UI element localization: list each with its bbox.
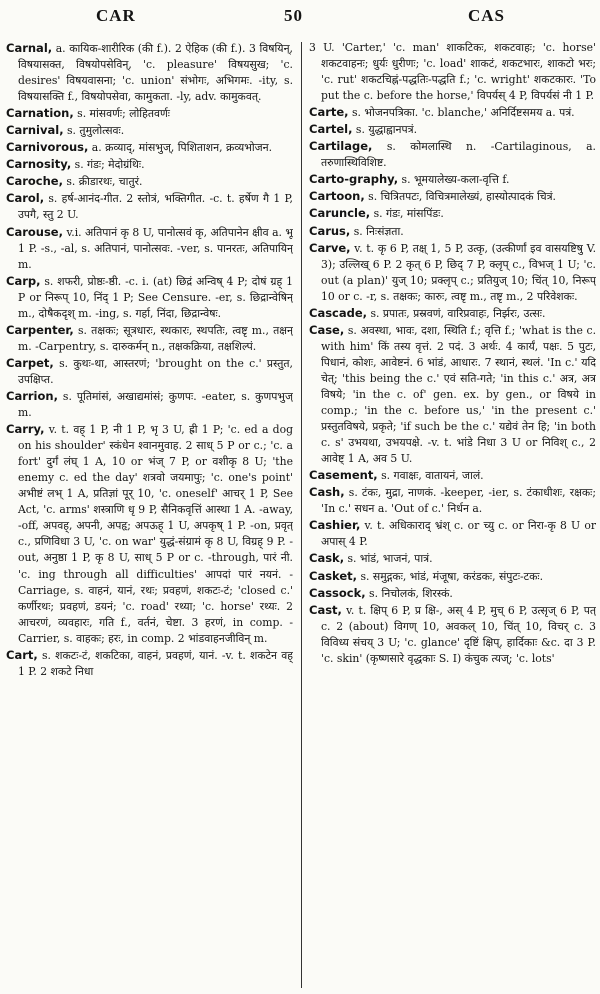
entry-definition: s. तुमुलोत्सवः. bbox=[63, 124, 125, 138]
dictionary-entry bbox=[309, 121, 596, 138]
entry-headword: Cast, bbox=[309, 602, 342, 617]
entry-headword: Cassock, bbox=[309, 585, 366, 600]
entry-headword: Carnivorous, bbox=[6, 140, 89, 155]
entry-headword: Carpet, bbox=[6, 355, 54, 370]
entry-definition: s. तक्षकः; सूत्रधारः, स्थकारः, स्थपतिः, त्वष्टृ m., तक्षन् m. -Carpentry, s. दारुकर्मन् n., तक्षकक्रिया, तक्षशिल्पं. bbox=[18, 323, 293, 353]
entry-definition: s. कुथः-था, आस्तरणं; 'brought on the c.' प्रस्तुत, उपक्षिप्त. bbox=[18, 356, 293, 386]
entry-headword: Cask, bbox=[309, 551, 345, 566]
dictionary-entry bbox=[309, 138, 596, 171]
entry-headword: Carnal, bbox=[6, 41, 53, 55]
entry-definition: s. हर्ष-आनंद-गीत. 2 स्तोत्रं, भक्तिगीत. -c. t. हर्षेण गै 1 P, उपगै, स्तु 2 U. bbox=[18, 192, 293, 222]
dictionary-entry bbox=[309, 40, 596, 104]
dictionary-entry bbox=[6, 122, 293, 139]
entry-definition: v. t. कृ 6 P, तक्ष् 1, 5 P, उत्कृ, (उत्कीर्णां इव वासयष्टिषु V. 3); उल्लिख् 6 P. 2 कृत् 6 P, छिद् 7 P, क्लृप् c., विभज् 1 U; 'c. out (a plan)' युज् 10; प्रक्लृप् c.; प्रतियुज् 10; चिंत् 10, निरूप् 10 or c. -r, s. तक्षकः; कारुः, त्वष्टृ m., तष्टृ m., 2 परिवेशकः. bbox=[321, 241, 596, 303]
dictionary-entry bbox=[6, 224, 293, 273]
column-divider bbox=[301, 42, 302, 988]
entry-headword: Carve, bbox=[309, 240, 351, 255]
dictionary-entry bbox=[6, 647, 293, 680]
dictionary-entry bbox=[309, 467, 596, 484]
dictionary-entry bbox=[309, 602, 596, 667]
dictionary-entry bbox=[6, 139, 293, 156]
entry-definition: v. t. वह् 1 P, नी 1 P, भृ 3 U, ह्री 1 P; 'c. ed a dog on his shoulder' स्कंधेन श्वानमुवाह. 2 साध् 5 P or c.; 'c. a fort' दुर्गं लंघ् 1 A, 10 or भंज् 7 P, or वशीकृ 8 U; 'the enemy c. ed the day' शत्रवो जयमापुः; 'c. one's point' अभीष्टं लभ् 1 A, प्रतिज्ञां पूर् 10, 'c. oneself' आचर् 1 P, See Act, 'c. arms' शस्त्राणि धृ 9 P, सैनिकवृत्तिं आस्था 1 A. -away, -off, अपवह्, अपनी, अपहृ; अपऊह् 1 U, अपकृष् 1 P. -on, प्रवृत् c., प्रणिविधा 3 U, 'c. on war' युद्धं-संग्रामं कृ 8 U, विग्रह् 9 P. -out, अनुष्ठा 1 P, कृ 8 U, साध् 5 P or c. -through, पारं नी. 'c. ing through all difficulties' आपदां पारं नयनं. -Carriage, s. वाहनं, यानं, रथः; प्रवहणं, शकटः-टं; 'closed c.' कर्णीरथः; प्रवहणं, डयनं; 'c. road' रथ्या; 'c. horse' रथ्यः. 2 आचरणं, व्यवहारः, गति f., वर्तनं, चेष्टा. 3 हरणं, in comp. -Carrier, s. वाहकः; हरः, in comp. 2 भांडवाहनजीविन् m. bbox=[18, 423, 293, 645]
entry-definition: s. गंडः; मेदोग्रंथिः. bbox=[71, 158, 145, 172]
dictionary-entry bbox=[6, 173, 293, 190]
page-number: 50 bbox=[284, 6, 303, 25]
entry-headword: Cash, bbox=[309, 485, 345, 500]
entry-definition: v. t. क्षिप् 6 P, प्र क्षि-, अस् 4 P, मुच् 6 P, उत्सृज् 6 P, पत् c. 2 (about) विगण् 10, अवकल् 10, चिंत् 10, विचर् c. 3 विविध्य संचय् 3 U; 'c. glance' दृष्टिं क्षिप्, हार्दिकाः &c. दा 3 P. 'c. skin' (कृष्णसारे वृद्धकाः S. I) कंचुक त्यज्; 'c. lots' bbox=[321, 603, 596, 665]
dictionary-entry bbox=[6, 190, 293, 223]
entry-definition: s. प्रपातः, प्रस्रवणं, वारिप्रवाहः, निर्झरः, उत्सः. bbox=[367, 306, 546, 320]
dictionary-entry bbox=[309, 171, 596, 188]
entry-headword: Carp, bbox=[6, 273, 41, 288]
entry-headword: Carus, bbox=[309, 223, 351, 238]
entry-definition: s. क्रीडारथः, चातुरं. bbox=[62, 175, 143, 189]
header-right-guide-word: CAS bbox=[468, 6, 506, 25]
dictionary-entry bbox=[309, 205, 596, 222]
entry-headword: Cascade, bbox=[309, 305, 368, 320]
entry-headword: Carry, bbox=[6, 422, 45, 437]
entry-headword: Carol, bbox=[6, 191, 45, 206]
entry-headword: Carouse, bbox=[6, 224, 63, 239]
page-header bbox=[0, 0, 600, 30]
entry-headword: Cashier, bbox=[309, 518, 361, 533]
entry-definition: s. निचोलकं, शिरस्कं. bbox=[365, 586, 453, 600]
dictionary-entry bbox=[309, 484, 596, 517]
left-column bbox=[6, 40, 293, 990]
entry-headword: Cartel, bbox=[309, 122, 353, 137]
entry-headword: Casket, bbox=[309, 568, 358, 583]
entry-headword: Caroche, bbox=[6, 174, 63, 189]
entry-definition: s. भूमयालेख्य-कला-वृत्ति f. bbox=[398, 173, 510, 187]
entry-headword: Carrion, bbox=[6, 388, 58, 403]
dictionary-entry bbox=[309, 240, 596, 305]
dictionary-entry bbox=[6, 322, 293, 355]
header-left-guide-word: CAR bbox=[96, 6, 136, 25]
dictionary-entry bbox=[6, 388, 293, 421]
entry-definition: s. शकटः-टं, शकटिका, वाहनं, प्रवहणं, यानं. -v. t. शकटेन वह् 1 P. 2 शकटे निधा bbox=[18, 648, 293, 678]
dictionary-entry bbox=[309, 305, 596, 322]
dictionary-entry bbox=[6, 421, 293, 647]
entry-definition: 3 U. 'Carter,' 'c. man' शाकटिकः, शकटवाहः; 'c. horse' शकटवाहनः; धुर्यः धुरीणः; 'c. load' शाकटं, शकटभारः, शाकटो भरः; 'c. rut' शकटचिह्नं-पद्धतिः-पद्धति f.; 'c. wright' शकटकारः. 'To put the c. before the horse,' विपर्यस् 4 P, विपर्यसं नी 1 P. bbox=[309, 41, 596, 103]
entry-definition: v.i. अतिपानं कृ 8 U, पानोत्सवं कृ, अतिपानेन क्षीव a. भू 1 P. -s., -al, s. अतिपानं, पानोत्सवः. -ver, s. पानरतः, अतिपायिन् m. bbox=[18, 225, 293, 271]
entry-definition: s. अवस्था, भावः, दशा, स्थिति f.; वृत्ति f.; 'what is the c. with him' किं तस्य वृत्तं. 2 पदं. 3 अर्थः. 4 कार्यं, पक्षः. 5 पुटः, पिधानं, कोशः, आवेष्टनं. 6 भांडं, आधारः. 7 स्थानं, स्थलं. 'In c.' यदि चेत्; 'this being the c.' एवं सति-गते; 'in this c.' अत्र, अत्र विषये; 'in the c. of' gen. ex. by gen., or विषये in comp.; 'in the c. before us,' 'in the present c.' प्रस्तुतविषये, प्रकृते; 'if such be the c.' यद्येवं तेन हि; 'in both c. s' उभयथा, उभयपक्षे. -v. t. भांडे निधा 3 U or निविश् c., 2 आवेष्ट् 1 A, अव 5 U. bbox=[321, 323, 596, 466]
entry-definition: s. कोमलास्थि n. -Cartilaginous, a. तरुणास्थिविशिष्ट. bbox=[321, 140, 596, 170]
entry-definition: s. गवाक्षः, वातायनं, जालं. bbox=[377, 469, 484, 483]
entry-definition: s. भांडं, भाजनं, पात्रं. bbox=[344, 552, 433, 566]
entry-definition: a. कायिक-शारीरिक (की f.). 2 ऐहिक (की f.). 3 विषयिन्, विषयासक्त, विषयोपसेविन्, 'c. pleasure' विषयसुख; 'c. desires' विषयवासना; 'c. union' संभोगः, अभिगमः. -ity, s. विषयासक्ति f., विषयोपसेवा, कामुकता. -ly, adv. कामुकवत्. bbox=[18, 42, 293, 104]
dictionary-entry bbox=[6, 273, 293, 322]
entry-definition: s. गंडः, मांसपिंडः. bbox=[370, 207, 444, 221]
entry-definition: s. समुद्गकः, भांडं, मंजूषा, करंडकः, संपुटः-टकः. bbox=[357, 569, 544, 583]
right-column bbox=[309, 40, 596, 990]
dictionary-entry bbox=[309, 550, 596, 567]
entry-definition: s. शफरी, प्रोष्ठः-ष्ठी. -c. i. (at) छिद्रं अन्विष् 4 P; दोषं ग्रह् 1 P or निरूप् 10, निंद् 1 P; See Censure. -er, s. छिद्रान्वेषिन् m., दोषैकदृश् m. -ing, s. गर्हा, निंदा, छिद्रान्वेषः. bbox=[18, 274, 293, 320]
entry-headword: Carnosity, bbox=[6, 157, 72, 172]
entry-definition: s. युद्धाह्वानपत्रं. bbox=[352, 123, 418, 137]
entry-definition: v. t. अधिकाराद् भ्रंश् c. or च्यु c. or निरा-कृ 8 U or अपास् 4 P. bbox=[321, 519, 596, 549]
entry-headword: Cartoon, bbox=[309, 189, 365, 204]
dictionary-entry bbox=[309, 517, 596, 550]
entry-definition: a. क्रव्याद्, मांसभुज्, पिशिताशन, क्रव्यभोजन. bbox=[88, 141, 273, 155]
entry-headword: Carte, bbox=[309, 105, 349, 120]
entry-definition: s. टंकः, मुद्रा, नाणकं. -keeper, -ier, s. टंकाधीशः, रक्षकः; 'In c.' सधन a. 'Out of c.' निर्धन a. bbox=[321, 486, 596, 516]
entry-definition: s. भोजनपत्रिका. 'c. blanche,' अनिर्दिष्टसमय a. पत्रं. bbox=[348, 106, 575, 120]
dictionary-entry bbox=[309, 322, 596, 467]
entry-headword: Carnation, bbox=[6, 106, 74, 121]
entry-definition: s. मांसवर्णः; लोहितवर्णः bbox=[73, 107, 170, 121]
entry-headword: Case, bbox=[309, 322, 345, 337]
entry-headword: Carto-graphy, bbox=[309, 172, 399, 187]
entry-definition: s. निःसंज्ञता. bbox=[350, 224, 404, 238]
dictionary-entry bbox=[6, 156, 293, 173]
dictionary-entry bbox=[6, 40, 293, 105]
dictionary-entry bbox=[309, 223, 596, 240]
dictionary-entry bbox=[6, 105, 293, 122]
entry-headword: Caruncle, bbox=[309, 206, 371, 221]
entry-definition: s. पूतिमांसं, अखाद्यमांसं; कुणपः. -eater, s. कुणपभुज् m. bbox=[18, 389, 293, 420]
dictionary-entry bbox=[309, 188, 596, 205]
entry-headword: Cart, bbox=[6, 647, 38, 662]
dictionary-entry bbox=[309, 104, 596, 121]
entry-headword: Carpenter, bbox=[6, 322, 74, 337]
dictionary-entry bbox=[309, 585, 596, 602]
entry-headword: Carnival, bbox=[6, 123, 64, 138]
dictionary-entry bbox=[6, 355, 293, 388]
dictionary-entry bbox=[309, 568, 596, 585]
entry-definition: s. चित्रितपटः, विचित्रमालेख्यं, हास्योत्पादकं चित्रं. bbox=[364, 190, 556, 204]
entry-headword: Casement, bbox=[309, 468, 378, 483]
entry-headword: Cartilage, bbox=[309, 139, 373, 154]
